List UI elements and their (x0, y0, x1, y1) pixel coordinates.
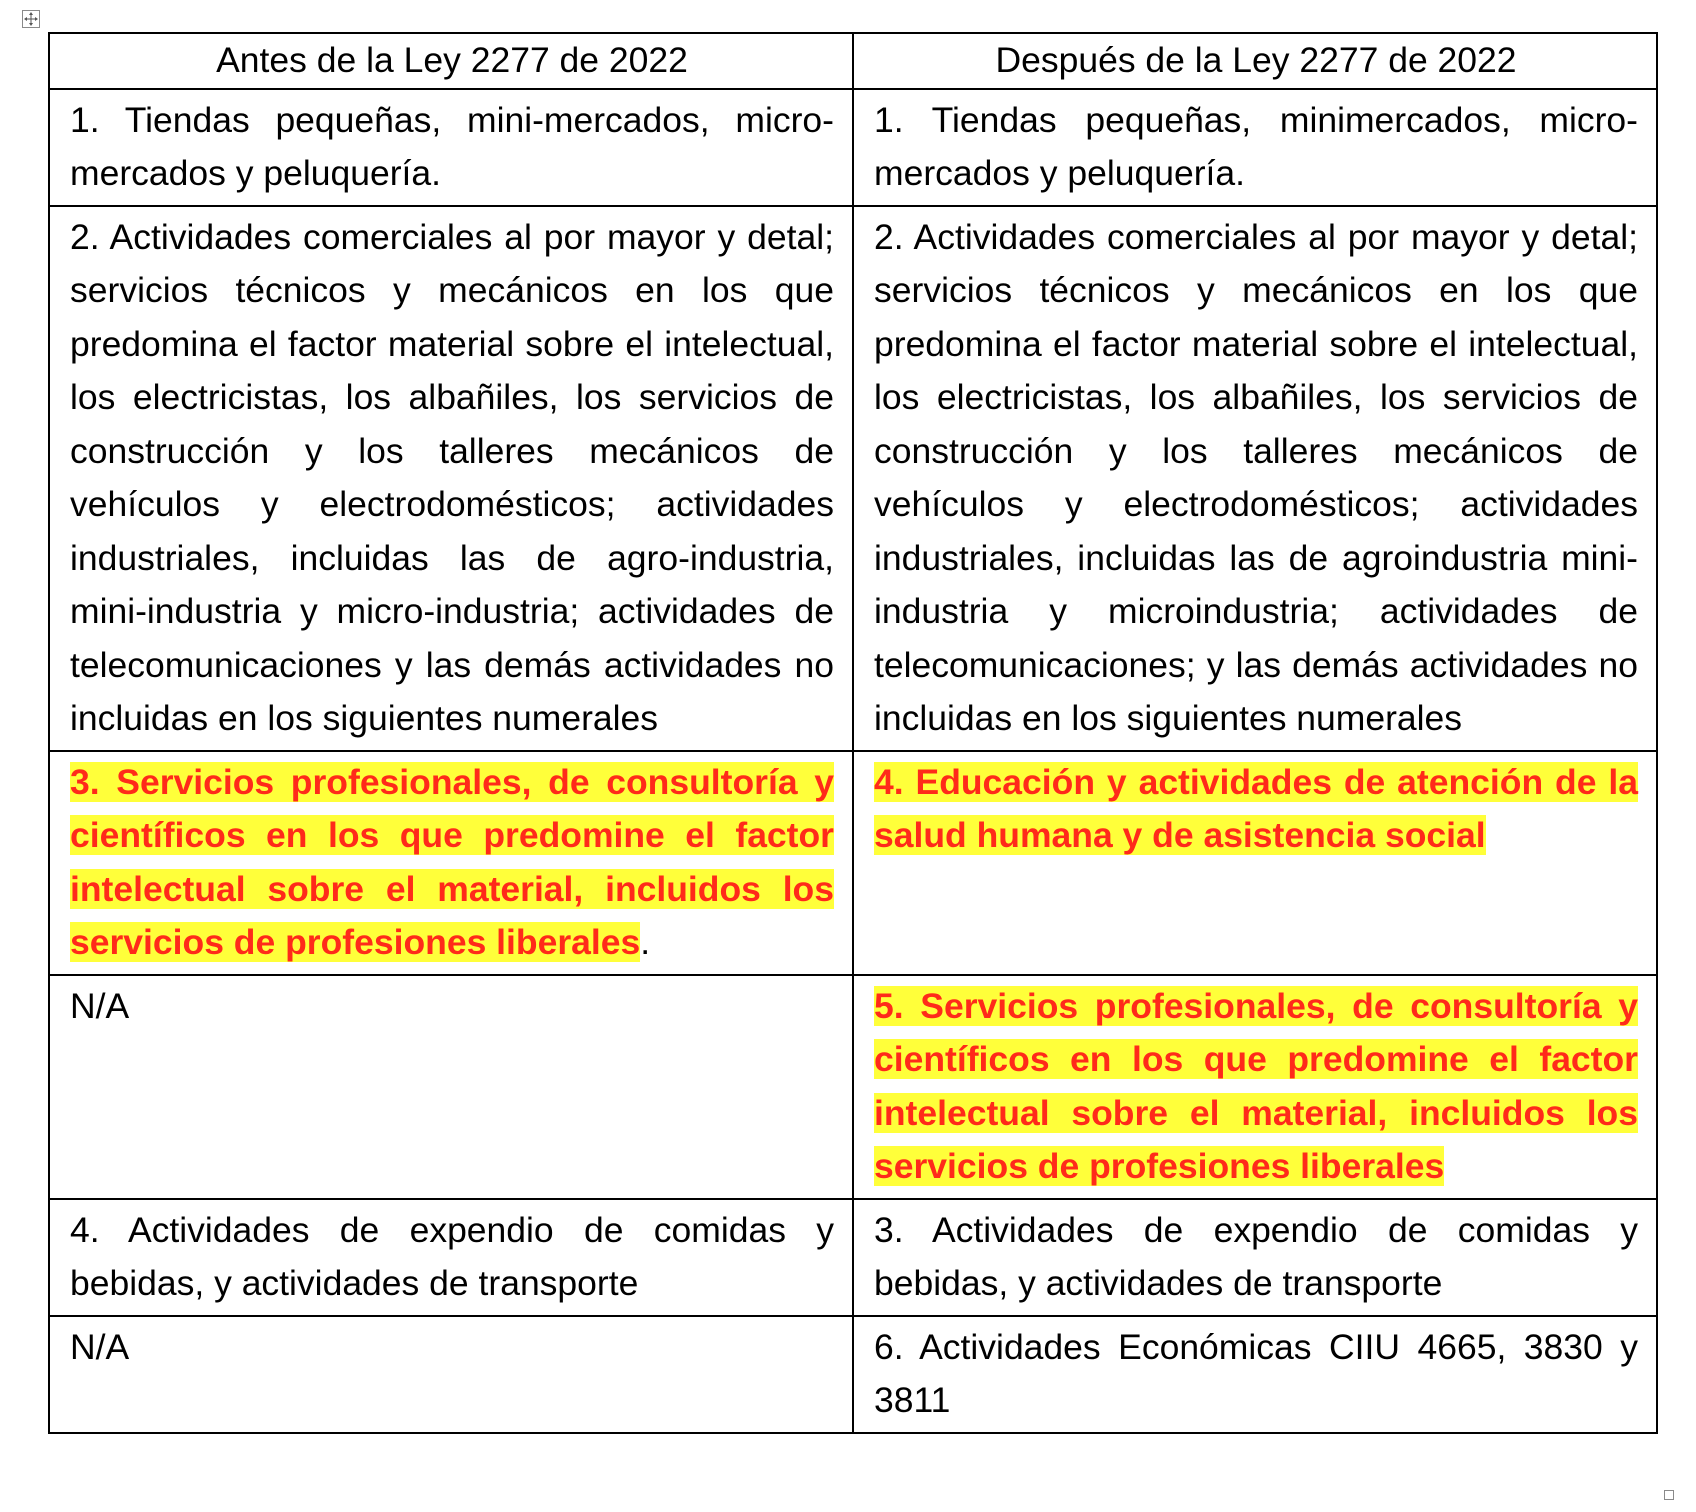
cell-despues[interactable]: 1. Tiendas pequeñas, minimercados, micro-mercados y peluquería. (853, 89, 1657, 206)
table-row (49, 1199, 1657, 1316)
cell-despues[interactable]: 6. Actividades Económicas CIIU 4665, 3830 y 3811 (853, 1316, 1657, 1433)
table-row (49, 1316, 1657, 1433)
cell-antes[interactable]: N/A (49, 1316, 853, 1433)
table-row (49, 751, 1657, 975)
four-arrow-move-icon (23, 11, 39, 27)
cell-antes[interactable]: 4. Actividades de expendio de comidas y bebidas, y actividades de transporte (49, 1199, 853, 1316)
highlighted-text: 4. Educación y actividades de atención de la salud humana y de asistencia social (874, 761, 1638, 855)
cell-despues[interactable]: 3. Actividades de expendio de comidas y bebidas, y actividades de transporte (853, 1199, 1657, 1316)
cell-antes[interactable] (49, 751, 853, 975)
header-antes[interactable]: Antes de la Ley 2277 de 2022 (49, 33, 853, 89)
cell-antes[interactable]: 2. Actividades comerciales al por mayor y detal; servicios técnicos y mecánicos en los que predomina el factor material sobre el intelectual, los electricistas, los albañiles, los servicios de construcción y los talleres mecánicos de vehículos y electrodomésticos; actividades industriales, incluidas las de agro-industria, mini-industria y micro-industria; actividades de telecomunicaciones y las demás actividades no incluidas en los siguientes numerales (49, 206, 853, 751)
trailing-period: . (640, 922, 651, 962)
cell-despues[interactable] (853, 751, 1657, 975)
cell-despues[interactable]: 2. Actividades comerciales al por mayor y detal; servicios técnicos y mecánicos en los que predomina el factor material sobre el intelectual, los electricistas, los albañiles, los servicios de construcción y los talleres mecánicos de vehículos y electrodomésticos; actividades industriales, incluidas las de agroindustria mini-industria y microindustria; actividades de telecomunicaciones; y las demás actividades no incluidas en los siguientes numerales (853, 206, 1657, 751)
table-resize-handle-icon[interactable] (1664, 1490, 1674, 1500)
comparison-table (48, 32, 1658, 1434)
cell-despues[interactable] (853, 975, 1657, 1199)
highlighted-text: 5. Servicios profesionales, de consultoría y científicos en los que predomine el factor intelectual sobre el material, incluidos los servicios de profesiones liberales (874, 985, 1638, 1186)
table-row (49, 975, 1657, 1199)
table-row (49, 89, 1657, 206)
header-despues[interactable]: Después de la Ley 2277 de 2022 (853, 33, 1657, 89)
table-move-handle-icon[interactable] (22, 10, 40, 28)
highlighted-text: 3. Servicios profesionales, de consultoría y científicos en los que predomine el factor intelectual sobre el material, incluidos los servicios de profesiones liberales (70, 761, 834, 962)
header-row (49, 33, 1657, 89)
cell-antes[interactable]: N/A (49, 975, 853, 1199)
table-row (49, 206, 1657, 751)
cell-antes[interactable]: 1. Tiendas pequeñas, mini-mercados, micro-mercados y peluquería. (49, 89, 853, 206)
